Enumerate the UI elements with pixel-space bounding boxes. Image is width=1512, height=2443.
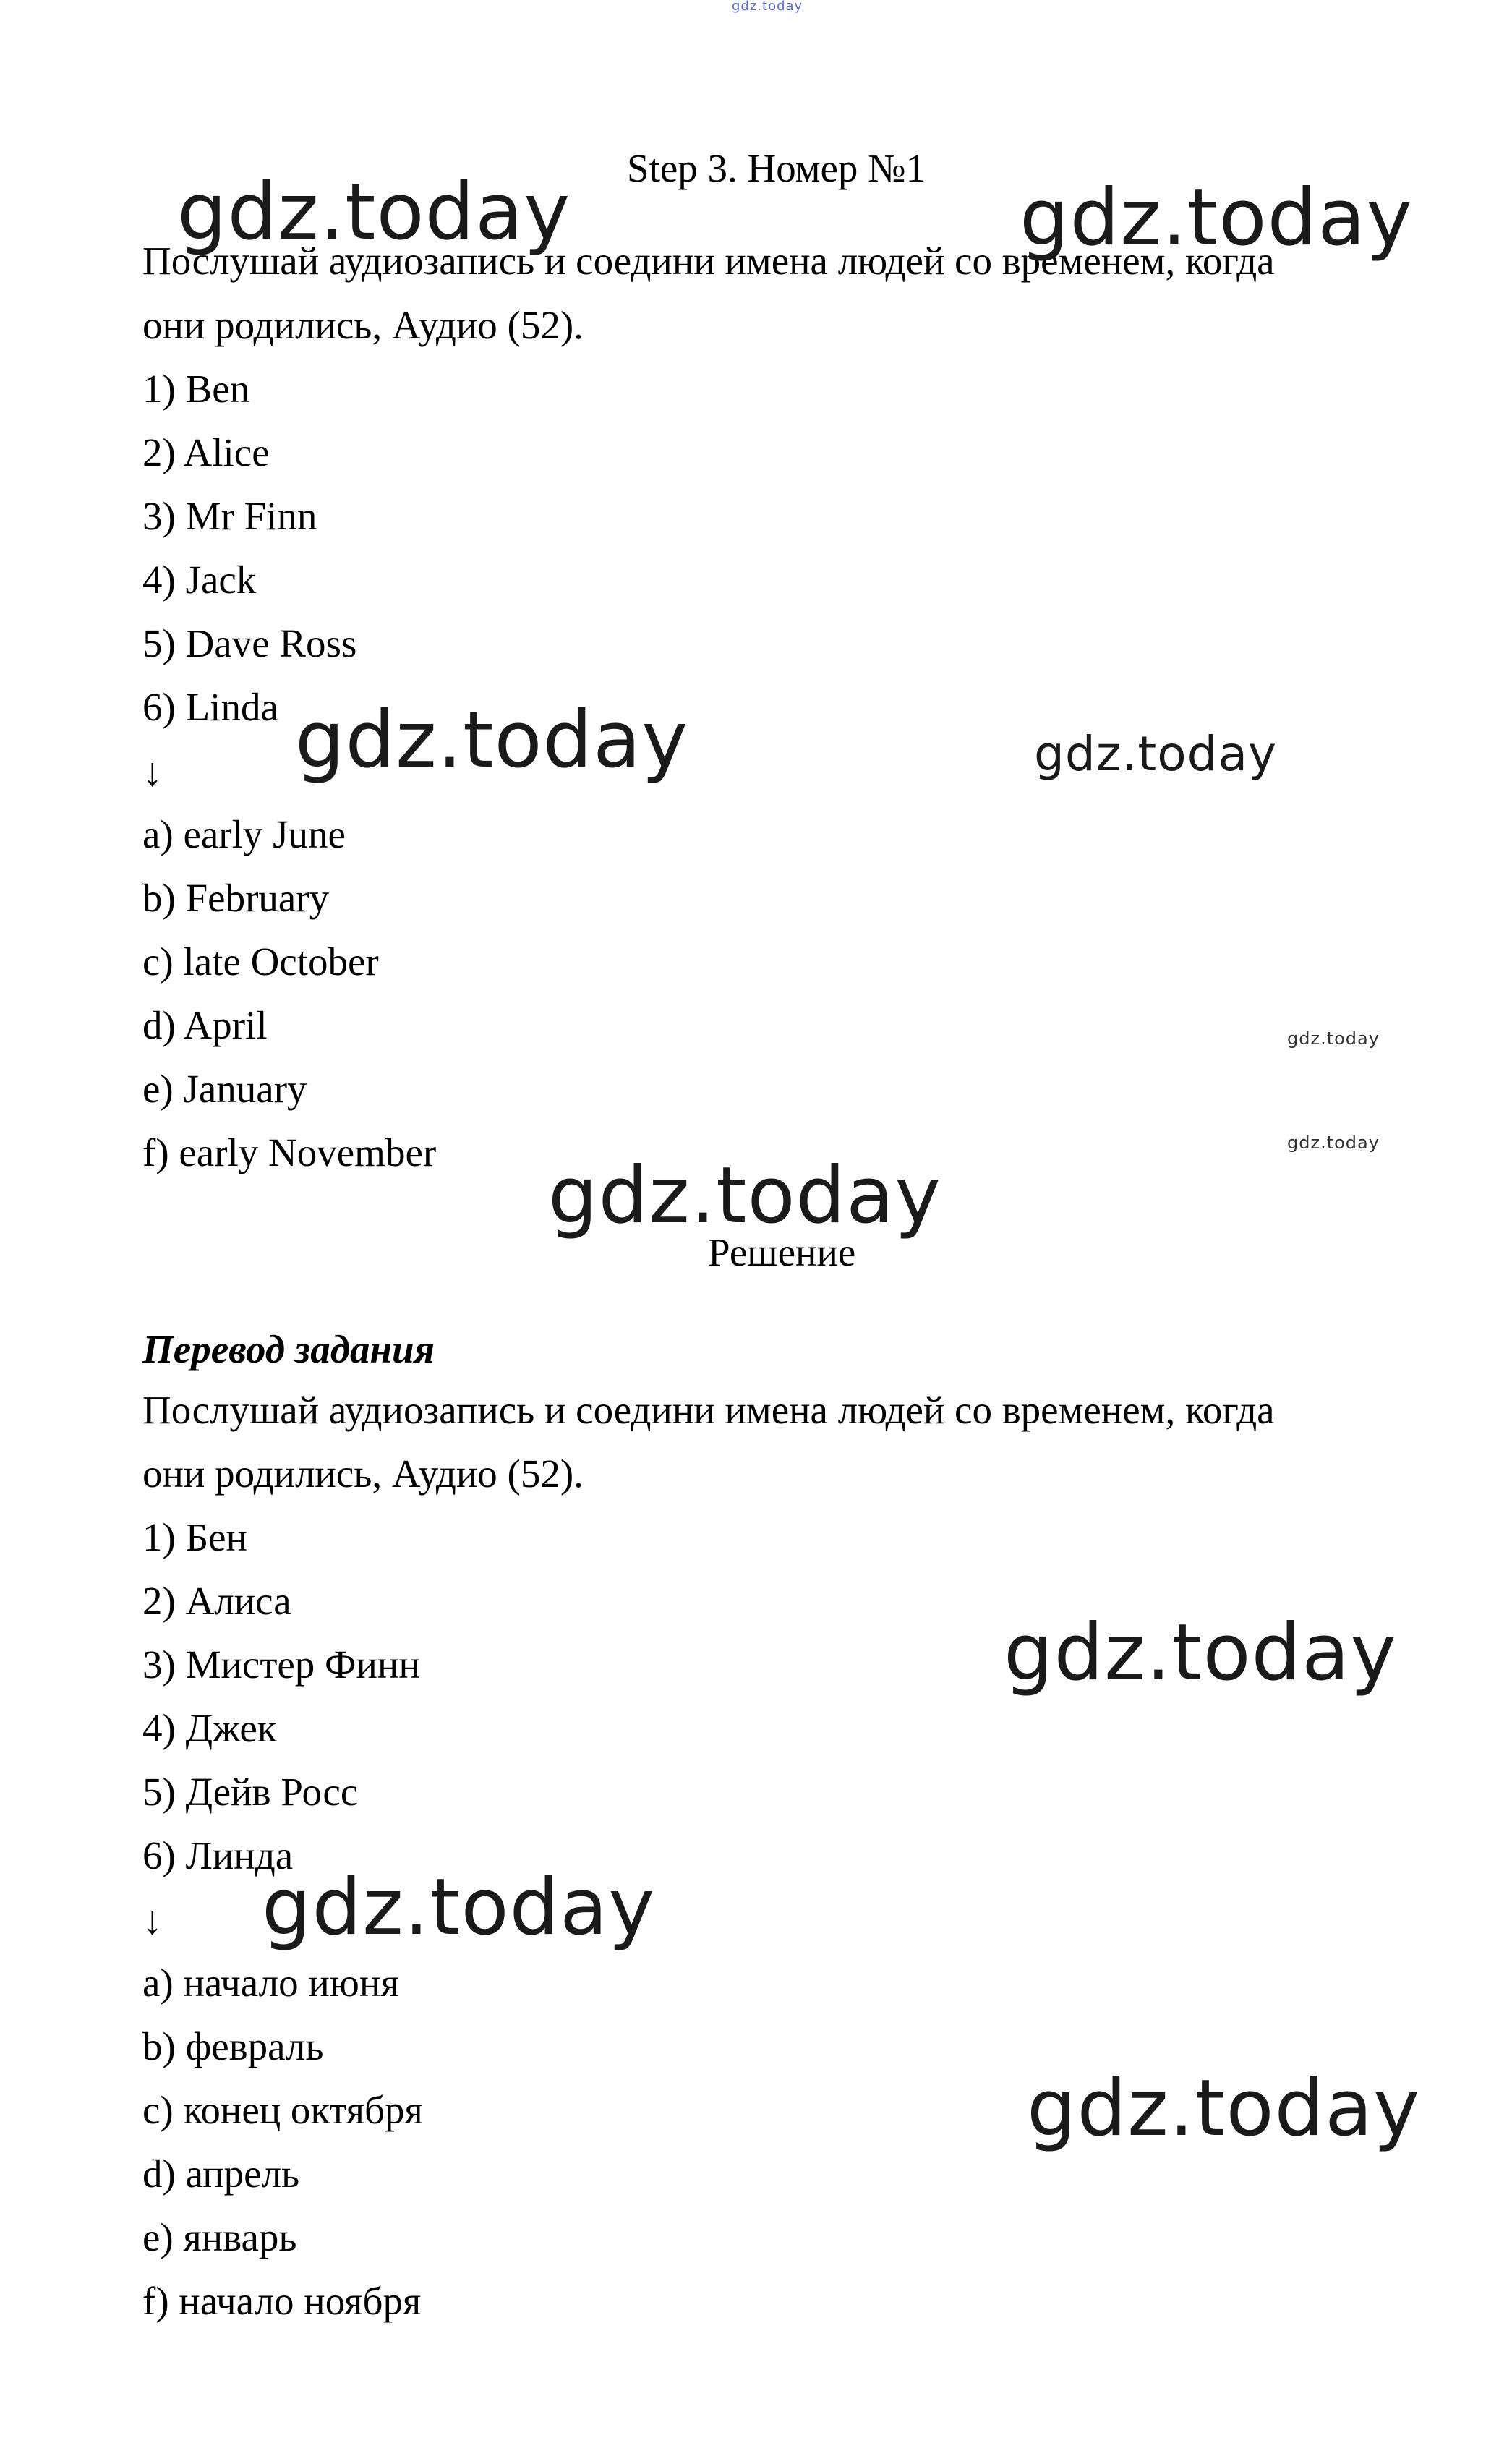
down-arrow-icon: ↓ xyxy=(142,750,163,794)
watermark: gdz.today xyxy=(1027,2063,1421,2154)
solution-instruction-line1: Послушай аудиозапись и соедини имена людей со временем, когда xyxy=(142,1388,1275,1432)
solution-name-item: 2) Алиса xyxy=(142,1579,291,1623)
task-time-item: e) January xyxy=(142,1067,307,1111)
solution-name-item: 6) Линда xyxy=(142,1833,294,1877)
watermark: gdz.today xyxy=(177,167,571,257)
task-name-item: 4) Jack xyxy=(142,558,257,602)
solution-name-item: 1) Бен xyxy=(142,1515,247,1559)
watermark: gdz.today xyxy=(1004,1608,1398,1698)
watermark: gdz.today xyxy=(1034,726,1278,782)
watermark: gdz.today xyxy=(1287,1028,1380,1049)
solution-name-item: 4) Джек xyxy=(142,1706,277,1750)
page-title: Step 3. Номер №1 xyxy=(627,146,926,190)
solution-name-item: 3) Мистер Финн xyxy=(142,1642,420,1687)
solution-time-item: b) февраль xyxy=(142,2024,324,2068)
task-instruction-line2: они родились, Аудио (52). xyxy=(142,303,584,347)
solution-heading: Решение xyxy=(708,1230,856,1274)
solution-time-item: d) апрель xyxy=(142,2152,300,2196)
watermark: gdz.today xyxy=(548,1151,942,1241)
task-name-item: 2) Alice xyxy=(142,430,270,474)
watermark-top: gdz.today xyxy=(732,0,803,14)
task-time-item: a) early June xyxy=(142,812,346,856)
watermark: gdz.today xyxy=(295,695,689,785)
task-time-item: d) April xyxy=(142,1003,268,1047)
watermark: gdz.today xyxy=(1020,173,1414,263)
task-name-item: 5) Dave Ross xyxy=(142,621,357,665)
task-time-item: c) late October xyxy=(142,939,379,984)
solution-time-item: e) январь xyxy=(142,2215,297,2259)
solution-time-item: a) начало июня xyxy=(142,1961,399,2005)
task-time-item: f) early November xyxy=(142,1130,437,1174)
task-time-item: b) February xyxy=(142,876,330,920)
task-name-item: 1) Ben xyxy=(142,367,250,411)
solution-instruction-line2: они родились, Аудио (52). xyxy=(142,1451,584,1496)
task-name-item: 6) Linda xyxy=(142,685,278,729)
down-arrow-icon: ↓ xyxy=(142,1898,163,1943)
task-instruction-line1: Послушай аудиозапись и соедини имена людей со временем, когда xyxy=(142,239,1275,283)
solution-name-item: 5) Дейв Росс xyxy=(142,1770,359,1814)
solution-time-item: c) конец октября xyxy=(142,2088,423,2132)
solution-time-item: f) начало ноября xyxy=(142,2279,422,2323)
watermark: gdz.today xyxy=(1287,1133,1380,1153)
translation-heading: Перевод задания xyxy=(142,1327,435,1371)
task-name-item: 3) Mr Finn xyxy=(142,494,317,538)
watermark: gdz.today xyxy=(262,1862,656,1953)
